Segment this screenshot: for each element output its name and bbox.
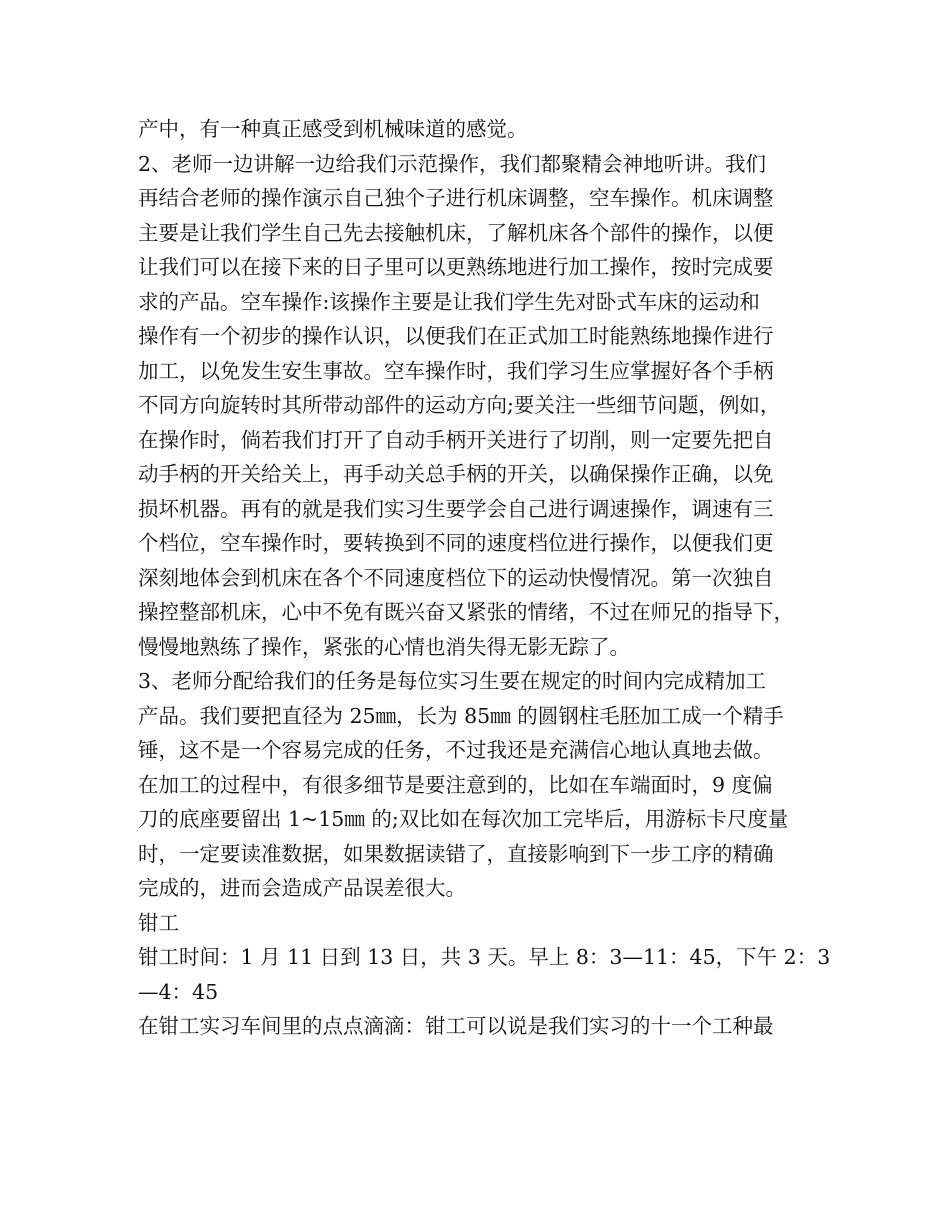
text-line: 加工，以免发生安生事故。空车操作时，我们学习生应掌握好各个手柄 bbox=[138, 358, 774, 383]
text-line: 深刻地体会到机床在各个不同速度档位下的运动快慢情况。第一次独自 bbox=[138, 565, 774, 590]
text-line: 完成的，进而会造成产品误差很大。 bbox=[138, 876, 466, 900]
text-line: 产中，有一种真正感受到机械味道的感觉。 bbox=[138, 117, 528, 141]
text-line: 锤，这不是一个容易完成的任务，不过我还是充满信心地认真地去做。 bbox=[138, 738, 774, 762]
text-line: 慢慢地熟练了操作，紧张的心情也消失得无影无踪了。 bbox=[138, 634, 630, 659]
text-line: 2、老师一边讲解一边给我们示范操作，我们都聚精会神地听讲。我们 bbox=[138, 151, 767, 176]
section-heading: 钳工 bbox=[138, 910, 179, 935]
text-line: —4：45 bbox=[138, 979, 219, 1004]
text-line: 时，一定要读准数据，如果数据读错了，直接影响到下一步工序的精确 bbox=[138, 841, 774, 866]
text-line: 求的产品。空车操作:该操作主要是让我们学生先对卧式车床的运动和 bbox=[138, 289, 760, 314]
text-line: 产品。我们要把直径为 25㎜，长为 85㎜ 的圆钢柱毛胚加工成一个精手 bbox=[138, 703, 784, 728]
text-line: 操控整部机床，心中不免有既兴奋又紧张的情绪，不过在师兄的指导下， bbox=[138, 600, 794, 624]
text-line: 在钳工实习车间里的点点滴滴：钳工可以说是我们实习的十一个工种最 bbox=[138, 1014, 774, 1038]
text-line: 钳工时间：1 月 11 日到 13 日，共 3 天。早上 8：3—11：45，下午 2：3 bbox=[138, 945, 831, 969]
text-line: 操作有一个初步的操作认识，以便我们在正式加工时能熟练地操作进行 bbox=[138, 324, 774, 348]
text-line: 损坏机器。再有的就是我们实习生要学会自己进行调速操作，调速有三 bbox=[138, 496, 774, 521]
text-line: 再结合老师的操作演示自己独个子进行机床调整，空车操作。机床调整 bbox=[138, 186, 774, 210]
text-line: 让我们可以在接下来的日子里可以更熟练地进行加工操作，按时完成要 bbox=[138, 255, 774, 279]
text-line: 不同方向旋转时其所带动部件的运动方向;要关注一些细节问题，例如， bbox=[138, 393, 781, 417]
document-page bbox=[138, 112, 831, 1044]
text-line: 在操作时，倘若我们打开了自动手柄开关进行了切削，则一定要先把自 bbox=[138, 427, 774, 452]
text-line: 在加工的过程中，有很多细节是要注意到的，比如在车端面时，9 度偏 bbox=[138, 772, 773, 797]
text-line: 主要是让我们学生自己先去接触机床，了解机床各个部件的操作，以便 bbox=[138, 220, 774, 245]
text-line: 个档位，空车操作时，要转换到不同的速度档位进行操作，以便我们更 bbox=[138, 531, 774, 555]
text-line: 刀的底座要留出 1~15㎜ 的;双比如在每次加工完毕后，用游标卡尺度量 bbox=[138, 807, 789, 831]
text-line: 动手柄的开关给关上，再手动关总手柄的开关，以确保操作正确，以免 bbox=[138, 462, 774, 486]
text-line: 3、老师分配给我们的任务是每位实习生要在规定的时间内完成精加工 bbox=[138, 669, 767, 693]
